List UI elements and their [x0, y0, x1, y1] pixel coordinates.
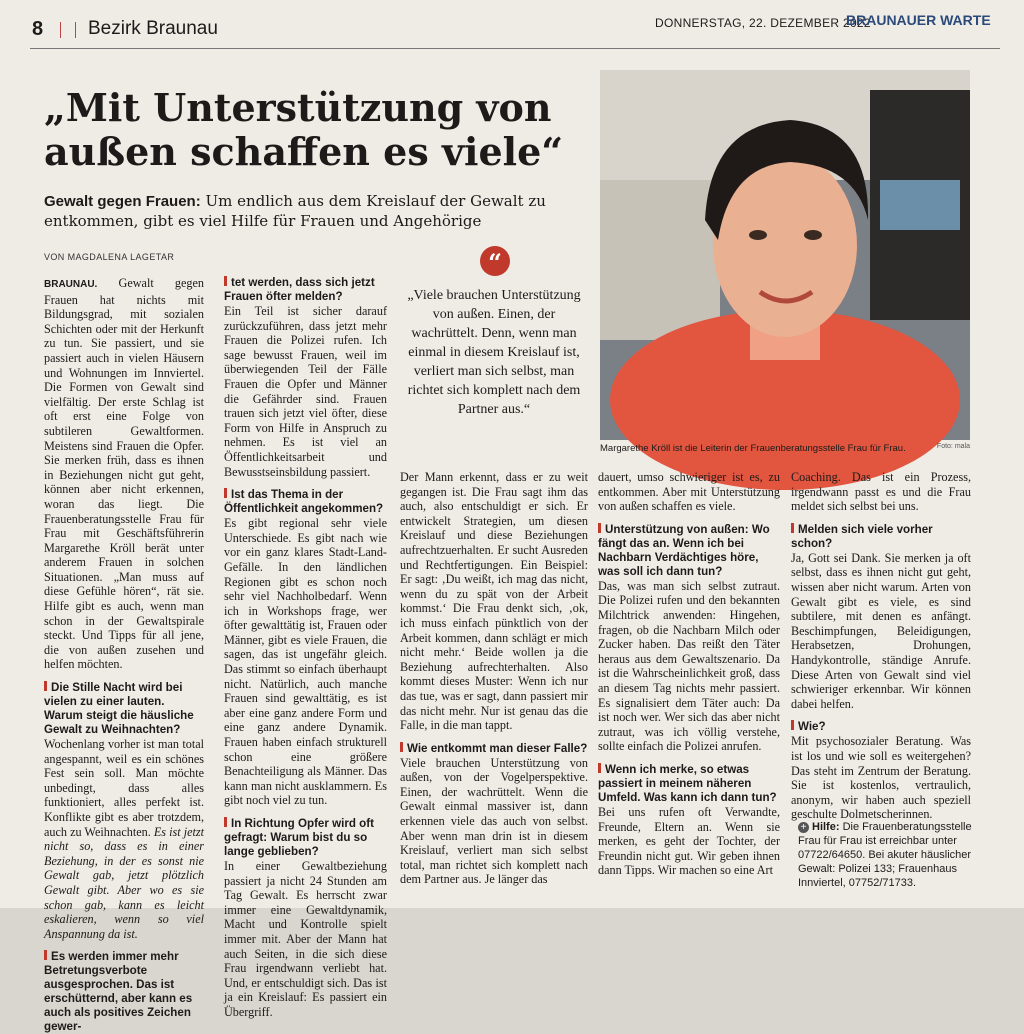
caption-text: Margarethe Kröll ist die Leiterin der Frauenberatungsstelle Frau für Frau. [600, 443, 906, 454]
photo-credit: Foto: mala [936, 443, 970, 450]
header-separator [60, 22, 76, 38]
paragraph: Ja, Gott sei Dank. Sie merken ja oft selbst, dass es ihnen nicht gut geht, wissen aber nicht warum. Arten von Gewalt gibt es viele, es sind subtilere, mit denen es anfängt. Beschimpfungen, Beleidigungen, Herabsetzen, Drohungen, Handykontrolle, ständige Anrufe. Diese Arten von Gewalt sind viel schwieriger erkennbar. Wir können dabei helfen. [791, 550, 971, 711]
interview-question: Es werden immer mehr Betretungsverbote ausgesprochen. Das ist erschütternd, aber kann es auch als positives Zeichen gewer- [44, 950, 204, 1034]
byline: VON MAGDALENA LAGETAR [44, 252, 175, 262]
article-column-5 [791, 470, 971, 822]
paragraph: Wochenlang vorher ist man total angespannt, weil es ein schönes Fest sein soll. Man möchte unbedingt, dass alles funktioniert, alles perfekt ist. Konflikte gibt es aber trotzdem, auch zu Weihnachten. [44, 737, 204, 839]
interview-question: Die Stille Nacht wird bei vielen zu einer lauten. Warum steigt die häusliche Gewalt zu Weihnachten? [44, 681, 204, 737]
article-column-3 [400, 470, 588, 887]
paragraph: Gewalt gegen Frauen hat nichts mit Bildungsgrad, mit sozialen Schichten oder mit der Herkunft zu tun. Sie passiert, und sie passiert auch in vielen Häusern und Wohnungen im Innviertel. Die Formen von Gewalt sind vielfältig. Der erste Schlag ist oft erst eine Folge von subtileren Gewaltformen. Meistens sind Frauen die Opfer. Sie merken früh, dass es ihnen in Beziehungen nicht gut geht, können aber nicht erkennen, woran das liegt. Die Frauenberatungsstelle Frau für Frau mit Geschäftsführerin Margarethe Kröll berät unter anderem Frauen in solchen Situationen. „Man muss auf diese Gefühle hören“, rät sie. Hilfe gibt es auch, wenn man schon in der Gewaltspirale steckt. Und Tipps für all jene, die von außen zusehen und helfen möchten. [44, 276, 205, 672]
infobox-label: Hilfe: [812, 821, 840, 833]
headline [44, 86, 564, 174]
paragraph: Viele brauchen Unterstützung von außen, von der Vogelperspektive. Einen, der wachrüttelt. Wenn die Gewalt einmal massiver ist, dann erkennen viele das auch von selbst. Aber wenn man drin ist in diesem Kreislauf, verliert man sich selbst total, man richtet sich komplett nach dem Partner aus. Je länger das [400, 755, 588, 887]
interview-question: Wie? [791, 720, 971, 734]
headline-line: außen schaffen es viele“ [44, 129, 564, 175]
plus-circle-icon: + [798, 822, 809, 833]
issue-date: DONNERSTAG, 22. DEZEMBER 2022 [655, 16, 871, 30]
interview-question-continued: tet werden, dass sich jetzt Frauen öfter melden? [224, 276, 387, 304]
subhead-text: Um endlich aus dem Kreislauf der Gewalt zu entkommen, gibt es viel Hilfe für Frauen und Angehörige [44, 192, 546, 230]
interview-question: Ist das Thema in der Öffentlichkeit angekommen? [224, 488, 387, 516]
newspaper-name: BRAUNAUER WARTE [846, 12, 991, 28]
interview-question: Wenn ich merke, so etwas passiert in meinem näheren Umfeld. Was kann ich dann tun? [598, 763, 780, 805]
subhead-lead: Gewalt gegen Frauen: [44, 193, 201, 210]
subheadline [44, 192, 594, 232]
article-column-2 [224, 276, 387, 1020]
infobox-text: Die Frauenberatungsstelle Frau für Frau ist erreichbar unter 07722/64650. Bei akuter häuslicher Gewalt: Polizei 133; Frauenhaus Innviertel, 07752/71733. [798, 821, 972, 889]
paragraph: Der Mann erkennt, dass er zu weit gegangen ist. Die Frau sagt ihm das auch, also entschuldigt er sich. Er entwickelt Strategien, um diesen Kreislauf und diese Beziehungen aufrechtzuerhalten. Er sucht Ausreden und Rechtfertigungen. Ein Beispiel: Er sagt: ‚Du weißt, ich mag das nicht, wenn du zu spät von der Arbeit kommst.‘ Die Frau denkt sich, ‚ok, ich muss einfach pünktlich von der Arbeit kommen, dann schlägt er mich nicht mehr.‘ Beide wollen ja die Beziehung aufrechterhalten. Also kommt dieses Muster: Wenn ich nur das tue, was er sagt, dann passiert mir das nicht mehr. Nur ist genau das die Falle, in die man tappt. [400, 470, 588, 733]
headline-line: „Mit Unterstützung von [44, 85, 552, 130]
page-number: 8 [32, 18, 44, 40]
section-title: Bezirk Braunau [88, 18, 218, 39]
article-column-1 [44, 276, 204, 1034]
header-rule [30, 48, 1000, 49]
portrait-illustration [600, 70, 970, 440]
pull-quote: „Viele brauchen Unterstützung von außen. Einen, der wachrüttelt. Denn, wenn man einmal in diesem Kreislauf ist, verliert man sich selbst, man richtet sich komplett nach dem Partner aus.“ [407, 288, 581, 417]
interview-question: Unterstützung von außen: Wo fängt das an. Wenn ich bei Nachbarn Verdächtiges höre, was soll ich dann tun? [598, 523, 780, 579]
quotation-mark-icon: “ [480, 246, 510, 276]
paragraph: Es gibt regional sehr viele Unterschiede. Es gibt nach wie vor ein ganz klares Stadt-Land-Gefälle. In den ländlichen Regionen gibt es schon noch sehr viel Nachholbedarf. Wenn ich in Workshops frage, wer öfter gewalttätig ist, Frauen oder Männer, gibt es viele Frauen, die sagen, das ist ungefähr gleich. Das stimmt so einfach überhaupt nicht. Natürlich, auch manche Frauen sind gewalttätig, es ist aber eine ganz andere Form und eine ganz andere Dynamik. Frauen haben einfach strukturell schon eine größere Benachteiligung als Männer. Das kann man nicht ausklammern. Es gibt noch viel zu tun. [224, 516, 387, 808]
help-infobox [798, 820, 988, 890]
photo-caption [600, 443, 970, 454]
paragraph: Coaching. Das ist ein Prozess, irgendwann passt es und die Frau meldet sich selbst bei uns. [791, 470, 971, 514]
portrait-photo [600, 70, 970, 440]
interview-question: Melden sich viele vorher schon? [791, 523, 971, 551]
interview-question: Wie entkommt man dieser Falle? [400, 742, 588, 756]
paragraph: In einer Gewaltbeziehung passiert ja nicht 24 Stunden am Tag Gewalt. Es herrscht zwar immer eine Gewaltdynamik, Macht und Kontrolle spielt immer mit. Aber der Mann hat auch Seiten, in die sich diese Frau irgendwann verliebt hat. Und, er entschuldigt sich. Das ist ja ein Kreislauf: Es passiert ein Übergriff. [224, 859, 387, 1019]
paragraph: Bei uns rufen oft Verwandte, Freunde, Eltern an. Wenn sie merken, es geht der Tochter, der Freundin nicht gut. Wir geben ihnen dann Tipps. Wir machen so eine Art [598, 804, 780, 878]
paragraph-italic: Es ist jetzt nicht so, dass es in einer Beziehung, in der es sonst nie Gewalt gab, jetzt plötzlich Gewalt gibt. Aber wo es sie schon gab, kann es leicht eskalieren, wenn so viel Anspannung da ist. [44, 824, 205, 941]
paragraph: Das, was man sich selbst zutraut. Die Polizei rufen und den bekannten Milchtrick anwenden: Hingehen, fragen, ob die Nachbarn Milch oder Zucker haben. Das reißt den Täter heraus aus dem Gewaltszenario. Da ist die Wahrscheinlichkeit groß, dass an diesem Tag nichts mehr passiert. Es signalisiert dem Täter auch: Da ist noch wer. Wer sich das aber nicht zutraut, was ich völlig verstehe, sollte einfach die Polizei anrufen. [598, 578, 780, 754]
paragraph: Mit psychosozialer Beratung. Was ist los und wie soll es weitergehen? Das steht im Zentrum der Beratung. Sie ist kostenlos, vertraulich, anonym, wir haben auch speziell geschulte Dolmetscherinnen. [791, 734, 971, 822]
dateline: BRAUNAU. [44, 279, 98, 290]
paragraph: Ein Teil ist sicher darauf zurückzuführen, dass jetzt mehr Frauen die Polizei rufen. Ich sage bewusst Frauen, weil im überwiegenden Teil der Fälle Frauen die Opfer und Männer die Gefährder sind. Frauen trauen sich jetzt viel öfter, diese Form von Hilfe in Anspruch zu nehmen. Es ist viel an Öffentlichkeitsarbeit und Bewusstseinsbildung passiert. [224, 304, 387, 479]
interview-question: In Richtung Opfer wird oft gefragt: Warum bist du so lange geblieben? [224, 817, 387, 859]
article-column-4 [598, 470, 780, 878]
paragraph: dauert, umso schwieriger ist es, zu entkommen. Aber mit Unterstützung von außen schaffen es viele. [598, 470, 780, 514]
